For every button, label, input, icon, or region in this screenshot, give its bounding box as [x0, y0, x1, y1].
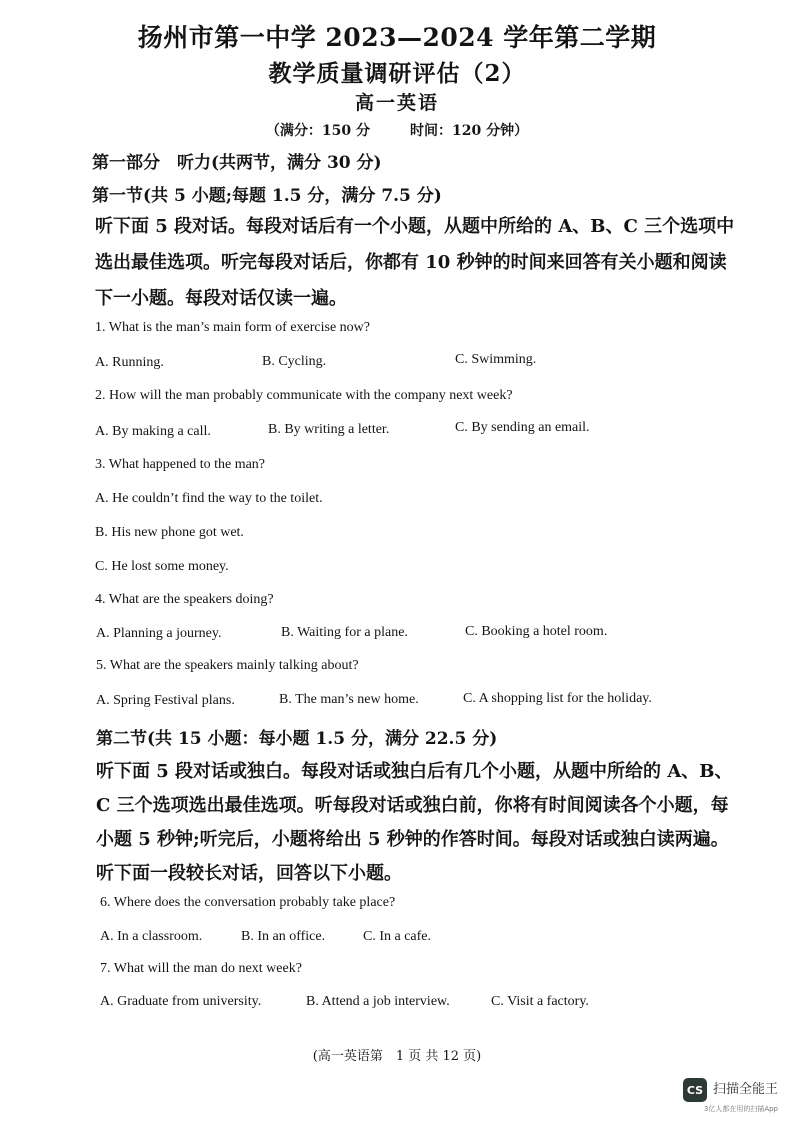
- exam-time: 时间：120 分钟）: [410, 123, 529, 139]
- option-c: C. He lost some money.: [95, 559, 229, 574]
- question-stem: 7. What will the man do next week?: [100, 961, 302, 976]
- option-c: C. Swimming.: [455, 352, 537, 367]
- option-b: B. By writing a letter.: [268, 422, 390, 437]
- option-a: A. Spring Festival plans.: [96, 693, 235, 708]
- question-stem: 5. What are the speakers mainly talking about?: [96, 658, 359, 673]
- option-a: A. In a classroom.: [100, 929, 203, 944]
- option-a: A. Graduate from university.: [100, 994, 262, 1009]
- camscanner-logo-icon: CS: [683, 1078, 707, 1102]
- exam-meta: [0, 120, 794, 140]
- section2-instruction-line: 小题 5 秒钟;听完后，小题将给出 5 秒钟的作答时间。每段对话或独白读两遍。: [96, 829, 729, 850]
- option-a: A. Planning a journey.: [96, 626, 222, 641]
- option-a: A. By making a call.: [95, 424, 211, 439]
- option-c: C. Visit a factory.: [491, 994, 589, 1009]
- option-b: B. Cycling.: [262, 354, 327, 369]
- section2-instruction-line: 听下面一段较长对话，回答以下小题。: [96, 863, 402, 884]
- page-footer: (高一英语第 1 页 共 12 页): [312, 1049, 482, 1064]
- option-b: B. His new phone got wet.: [95, 525, 244, 540]
- option-c: C. Booking a hotel room.: [465, 624, 608, 639]
- option-a: A. He couldn’t find the way to the toilet.: [95, 491, 323, 506]
- option-b: B. In an office.: [241, 929, 326, 944]
- option-c: C. In a cafe.: [363, 929, 432, 944]
- exam-subtitle: 教学质量调研评估（2）: [268, 60, 526, 87]
- full-score: （满分：150 分: [265, 123, 370, 139]
- option-b: B. The man’s new home.: [279, 692, 419, 707]
- question-stem: 4. What are the speakers doing?: [95, 592, 274, 607]
- section2-instruction-line: 听下面 5 段对话或独白。每段对话或独白后有几个小题，从题中所给的 A、B、: [96, 761, 733, 782]
- exam-title: 扬州市第一中学 2023—2024 学年第二学期: [137, 23, 657, 52]
- watermark-app-name: 扫描全能王: [712, 1081, 778, 1097]
- section1-instruction-line: 下一小题。每段对话仅读一遍。: [95, 288, 347, 309]
- option-b: B. Waiting for a plane.: [281, 625, 408, 640]
- question-stem: 2. How will the man probably communicate with the company next week?: [95, 388, 513, 403]
- option-c: C. A shopping list for the holiday.: [463, 691, 652, 706]
- part1-heading: 第一部分 听力(共两节，满分 30 分): [92, 153, 382, 173]
- scanner-watermark: [683, 1078, 778, 1102]
- watermark-tagline: 3亿人都在用的扫描App: [703, 1105, 778, 1113]
- option-b: B. Attend a job interview.: [306, 994, 450, 1009]
- subject-title: 高一英语: [354, 92, 439, 114]
- question-stem: 1. What is the man’s main form of exercise now?: [95, 320, 370, 335]
- section1-instruction-line: 选出最佳选项。听完每段对话后，你都有 10 秒钟的时间来回答有关小题和阅读: [95, 252, 727, 273]
- section2-heading: 第二节(共 15 小题：每小题 1.5 分，满分 22.5 分): [96, 729, 498, 749]
- option-c: C. By sending an email.: [455, 420, 590, 435]
- section1-instruction-line: 听下面 5 段对话。每段对话后有一个小题，从题中所给的 A、B、C 三个选项中: [95, 216, 735, 237]
- section2-instruction-line: C 三个选项选出最佳选项。听每段对话或独白前，你将有时间阅读各个小题，每: [96, 795, 729, 816]
- question-stem: 3. What happened to the man?: [95, 457, 266, 472]
- section1-heading: 第一节(共 5 小题;每题 1.5 分，满分 7.5 分): [92, 186, 442, 206]
- question-stem: 6. Where does the conversation probably take place?: [100, 895, 396, 910]
- option-a: A. Running.: [95, 355, 164, 370]
